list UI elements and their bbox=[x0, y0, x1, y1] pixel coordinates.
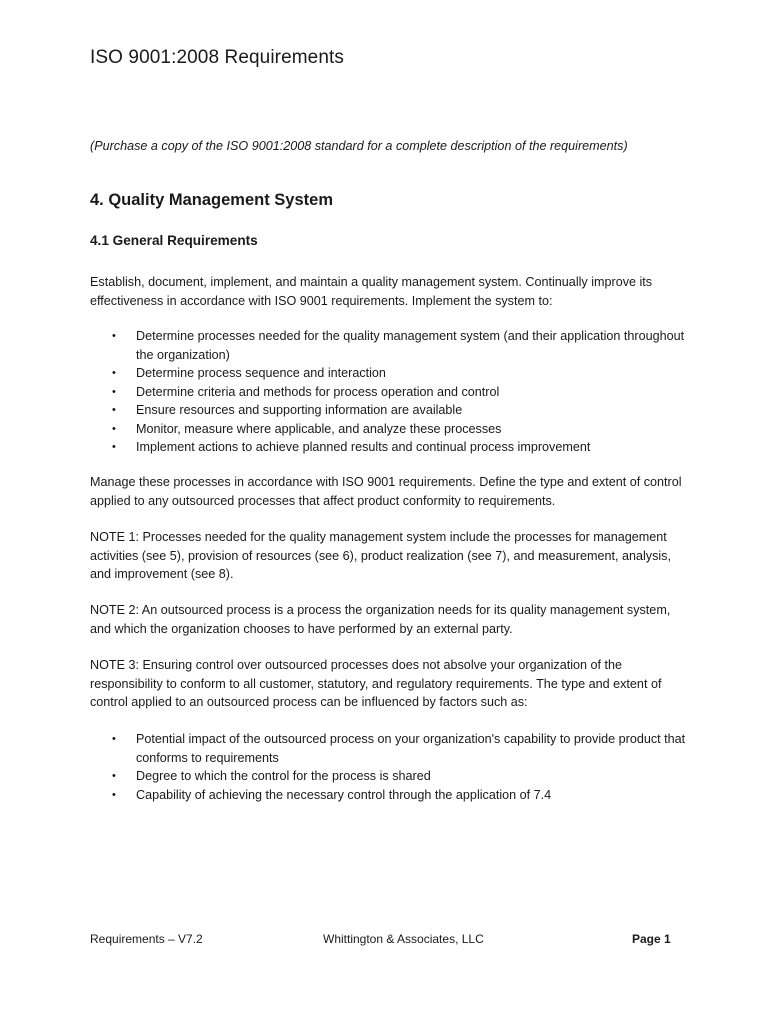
footer-page-number: Page 1 bbox=[632, 932, 671, 946]
bullet-icon: • bbox=[112, 770, 116, 782]
list-item bbox=[90, 767, 690, 786]
list-item-text: Potential impact of the outsourced process on your organization's capability to provide product that conforms to requirements bbox=[136, 732, 686, 765]
bullet-icon: • bbox=[112, 422, 116, 435]
list-item bbox=[90, 401, 690, 420]
list-item-text: Determine process sequence and interaction bbox=[136, 366, 386, 380]
bullet-icon: • bbox=[112, 733, 116, 745]
list-item bbox=[90, 364, 690, 383]
list-item-text: Determine criteria and methods for process operation and control bbox=[136, 384, 500, 399]
footer-version: Requirements – V7.2 bbox=[90, 932, 203, 946]
section-heading: 4. Quality Management System bbox=[90, 191, 333, 209]
note-1: NOTE 1: Processes needed for the quality management system include the processes for management activities (see 5), provision of resources (see 6), product realization (see 7), and measurement, analysis, and improvement (see 8). bbox=[90, 530, 671, 581]
list-item bbox=[90, 420, 690, 439]
note-3: NOTE 3: Ensuring control over outsourced processes does not absolve your organization of the responsibility to conform to all customer, statutory, and regulatory requirements. The type and extent of control applied to an outsourced process can be influenced by factors such as: bbox=[90, 658, 662, 709]
bullet-icon: • bbox=[112, 404, 116, 416]
list-item-text: Implement actions to achieve planned results and continual process improvement bbox=[136, 440, 591, 454]
list-item-text: Monitor, measure where applicable, and analyze these processes bbox=[136, 421, 502, 436]
bullet-icon: • bbox=[112, 330, 116, 342]
factor-list bbox=[90, 730, 690, 804]
list-item bbox=[90, 327, 690, 364]
manage-paragraph: Manage these processes in accordance with ISO 9001 requirements. Define the type and extent of control applied to any outsourced processes that affect product conformity to requirements. bbox=[90, 475, 682, 508]
bullet-icon: • bbox=[112, 385, 116, 398]
implementation-list bbox=[90, 327, 690, 457]
footer-company: Whittington & Associates, LLC bbox=[323, 932, 484, 946]
list-item-text: Ensure resources and supporting information are available bbox=[136, 403, 463, 417]
list-item-text: Capability of achieving the necessary control through the application of 7.4 bbox=[136, 787, 552, 802]
intro-paragraph: Establish, document, implement, and maintain a quality management system. Continually improve its effectiveness in accordance with ISO 9001 requirements. Implement the system to: bbox=[90, 275, 653, 308]
list-item bbox=[90, 438, 690, 457]
subsection-heading: 4.1 General Requirements bbox=[90, 233, 258, 248]
bullet-icon: • bbox=[112, 367, 116, 379]
list-item bbox=[90, 730, 690, 767]
list-item-text: Degree to which the control for the process is shared bbox=[136, 769, 431, 783]
purchase-note: (Purchase a copy of the ISO 9001:2008 standard for a complete description of the requirements) bbox=[90, 139, 628, 153]
bullet-icon: • bbox=[112, 441, 116, 453]
note-2: NOTE 2: An outsourced process is a process the organization needs for its quality management system, and which the organization chooses to have performed by an external party. bbox=[90, 603, 671, 636]
list-item bbox=[90, 383, 690, 402]
bullet-icon: • bbox=[112, 788, 116, 801]
list-item-text: Determine processes needed for the quality management system (and their application throughout the organization) bbox=[136, 329, 685, 362]
document-title: ISO 9001:2008 Requirements bbox=[90, 47, 344, 68]
list-item bbox=[90, 786, 690, 805]
